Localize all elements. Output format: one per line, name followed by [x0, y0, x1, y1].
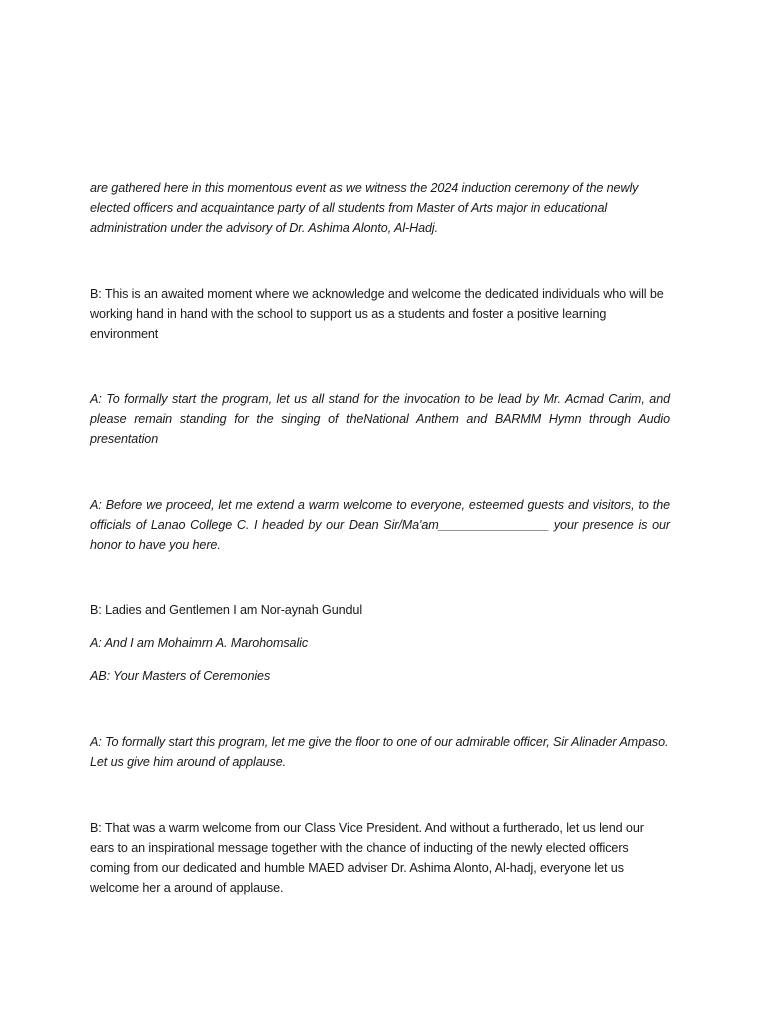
paragraph-ab-masters: AB: Your Masters of Ceremonies	[90, 669, 271, 683]
paragraph-a-invocation: A: To formally start the program, let us all stand for the invocation to be lead by Mr. Acmad Carim, and please remain standing for the singing of theNational Anthem and BARMM Hymn through Audio presentation	[90, 392, 670, 446]
paragraph-a-welcome: A: Before we proceed, let me extend a warm welcome to everyone, esteemed guests and visitors, to the officials of Lanao College C. I headed by our Dean Sir/Ma'am________________ your presence is our honor to have you here.	[90, 498, 670, 552]
paragraph-intro: are gathered here in this momentous event as we witness the 2024 induction ceremony of the newly elected officers and acquaintance party of all students from Master of Arts major in educational administration under the advisory of Dr. Ashima Alonto, Al-Hadj.	[90, 181, 639, 235]
paragraph-b-inspirational: B: That was a warm welcome from our Class Vice President. And without a furtherado, let us lend our ears to an inspirational message together with the chance of inducting of the newly elected officers coming from our dedicated and humble MAED adviser Dr. Ashima Alonto, Al-hadj, everyone let us welcome her a around of applause.	[90, 821, 644, 895]
paragraph-a-introduction: A: And I am Mohaimrn A. Marohomsalic	[90, 636, 309, 650]
paragraph-b-awaited-moment: B: This is an awaited moment where we acknowledge and welcome the dedicated individuals who will be working hand in hand with the school to support us as a students and foster a positive learning environment	[90, 287, 664, 341]
paragraph-b-introduction: B: Ladies and Gentlemen I am Nor-aynah Gundul	[90, 603, 363, 617]
paragraph-a-floor: A: To formally start this program, let me give the floor to one of our admirable officer, Sir Alinader Ampaso. Let us give him around of applause.	[90, 735, 669, 769]
